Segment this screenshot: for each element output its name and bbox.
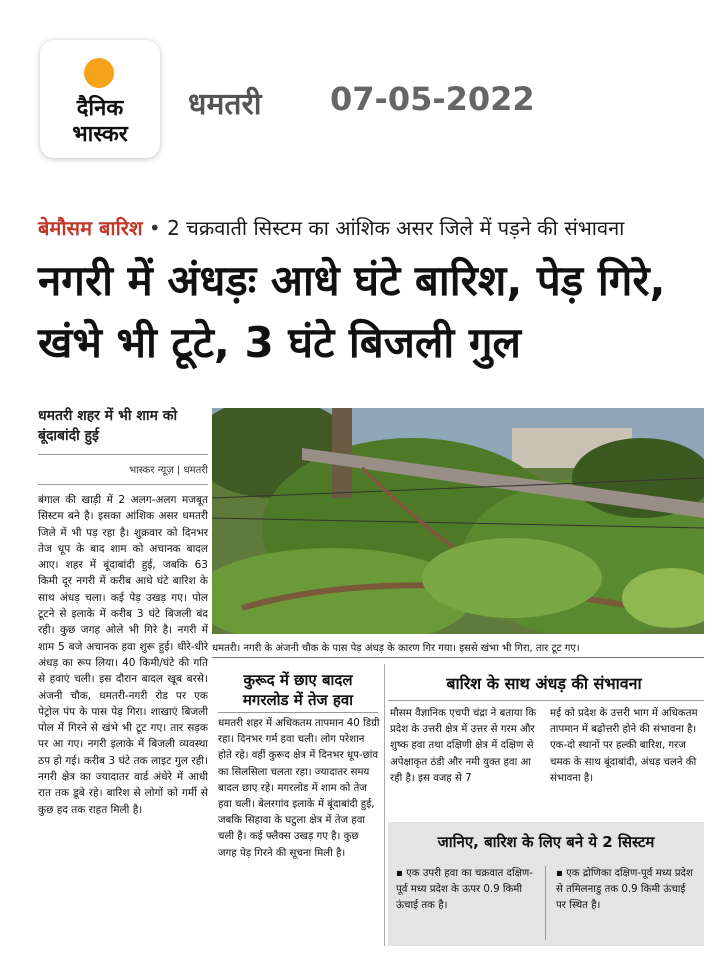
side-story-title-line-1: कुरूद में छाए बादल	[243, 671, 353, 689]
system-item-text: एक उपरी हवा का चक्रवात दक्षिण-पूर्व मध्य प्रदेश के ऊपर 0.9 किमी ऊंचाई तक है।	[396, 868, 533, 911]
logo-line-2: भास्कर	[72, 121, 128, 147]
headline: नगरी में अंधड़ः आधे घंटे बारिश, पेड़ गिरे, खंभे भी टूटे, 3 घंटे बिजली गुल	[38, 256, 666, 367]
forecast-body-col-1: मौसम वैज्ञानिक एचपी चंद्रा ने बताया कि प्रदेश के उत्तरी क्षेत्र में उत्तर से गरम और शुष्क हवा तथा दक्षिणी क्षेत्र में दक्षिण से अपेक्षाकृत ठंडी और नमी युक्त हवा आ रही है। इस वजह से 7	[390, 708, 537, 784]
logo-line-1: दैनिक	[76, 95, 124, 121]
side-story-title	[218, 670, 378, 710]
systems-title: जानिए, बारिश के लिए बने ये 2 सिस्टम	[437, 833, 655, 851]
forecast-body-col-2: मई को प्रदेश के उत्तरी भाग में अधिकतम तापमान में बढ़ोत्तरी होने की संभावना है। एक-दो स्थानों पर हल्की बारिश, गरज चमक के साथ बूंदाबांदी, अंधड़ चलने की संभावना है।	[550, 708, 698, 784]
side-story-body: धमतरी शहर में अधिकतम तापमान 40 डिग्री रहा। दिनभर गर्म हवा चली। लोग परेशान होते रहे। वहीं कुरूद क्षेत्र में दिनभर धूप-छांव का सिलसिला चलता रहा। ज्यादातर समय बादल छाए रहे। मगरलोड में शाम को तेज हवा चली। बेलरगांव इलाके में बूंदाबांदी हुई, जबकि सिहावा के घटुला क्षेत्र में तेज हवा चली है। कई फ्लैक्स उखड़ गए है। कुछ जगह पेड़ गिरने की सूचना मिली है।	[218, 718, 380, 859]
article-body-left: बंगाल की खाड़ी में 2 अलग-अलग मजबूत सिस्टम बने है। इसका आंशिक असर धमतरी जिले में भी पड़ रहा है। शुक्रवार को दिनभर तेज धूप के बाद शाम को अचानक बादल आए। शहर में बूंदाबांदी हुई, जबकि 63 किमी दूर नगरी में करीब आधे घंटे बारिश के साथ अंधड़ चला। कई पेड़ उखड़ गए। पोल टूटने से इलाके में करीब 3 घंटे बिजली बंद रही। कुछ जगह ओले भी गिरे है। नगरी में शाम 5 बजे अचानक हवा शुरू हुई। धीरे-धीरे अंधड़ का रूप लिया। 40 किमी/घंटे की गति से हवाएं चली। इस दौरान बादल खूब बरसे। अंजनी चौक, धमतरी-नगरी रोड पर एक पेट्रोल पंप के पास पेड़ गिरा। शाखाएं बिजली पोल में गिरने से खंभे भी टूट गए। तार सड़क पर आ गए। नगरी इलाके में बिजली व्यवस्था ठप हो गई। करीब 3 घंटे तक लाइट गुल रही। नगरी क्षेत्र का ज्यादातर वार्ड अंधेरे में आधी रात तक डूबे रहे। बारिश से लोगों को गर्मी से कुछ हद तक राहत मिली है।	[38, 494, 208, 816]
divider	[388, 700, 704, 701]
kicker-text: 2 चक्रवाती सिस्टम का आंशिक असर जिले में पड़ने की संभावना	[167, 216, 625, 240]
divider	[38, 484, 208, 485]
divider	[218, 712, 378, 713]
fallen-tree-photo	[212, 408, 704, 634]
kicker	[38, 214, 624, 241]
divider	[212, 657, 704, 658]
photo-caption: धमतरी। नगरी के अंजनी चौक के पास पेड़ अंधड़ के कारण गिर गया। इससे खंभा भी गिरा, तार टूट गए।	[212, 643, 580, 654]
system-item	[556, 866, 696, 914]
newspaper-logo	[40, 40, 160, 158]
kicker-label: बेमौसम बारिश	[38, 216, 143, 240]
system-item-text: एक द्रोणिका दक्षिण-पूर्व मध्य प्रदेश से तमिलनाडु तक 0.9 किमी ऊंचाई पर स्थित है।	[556, 868, 693, 911]
forecast-title: बारिश के साथ अंधड़ की संभावना	[446, 674, 642, 693]
byline: भास्कर न्यूज़ | धमतरी	[129, 465, 208, 476]
divider	[545, 866, 546, 940]
side-story-title-line-2: मगरलोड में तेज हवा	[242, 691, 354, 709]
subheading: धमतरी शहर में भी शाम को बूंदाबांदी हुई	[38, 408, 178, 444]
bullet-icon: ▪	[556, 868, 563, 879]
system-item	[396, 866, 536, 914]
sun-icon	[84, 58, 114, 88]
bullet-icon: ▪	[396, 868, 403, 879]
divider	[38, 454, 208, 455]
kicker-separator: •	[142, 216, 168, 240]
edition-city: धमतरी	[188, 87, 262, 122]
edition-date: 07-05-2022	[330, 80, 535, 118]
